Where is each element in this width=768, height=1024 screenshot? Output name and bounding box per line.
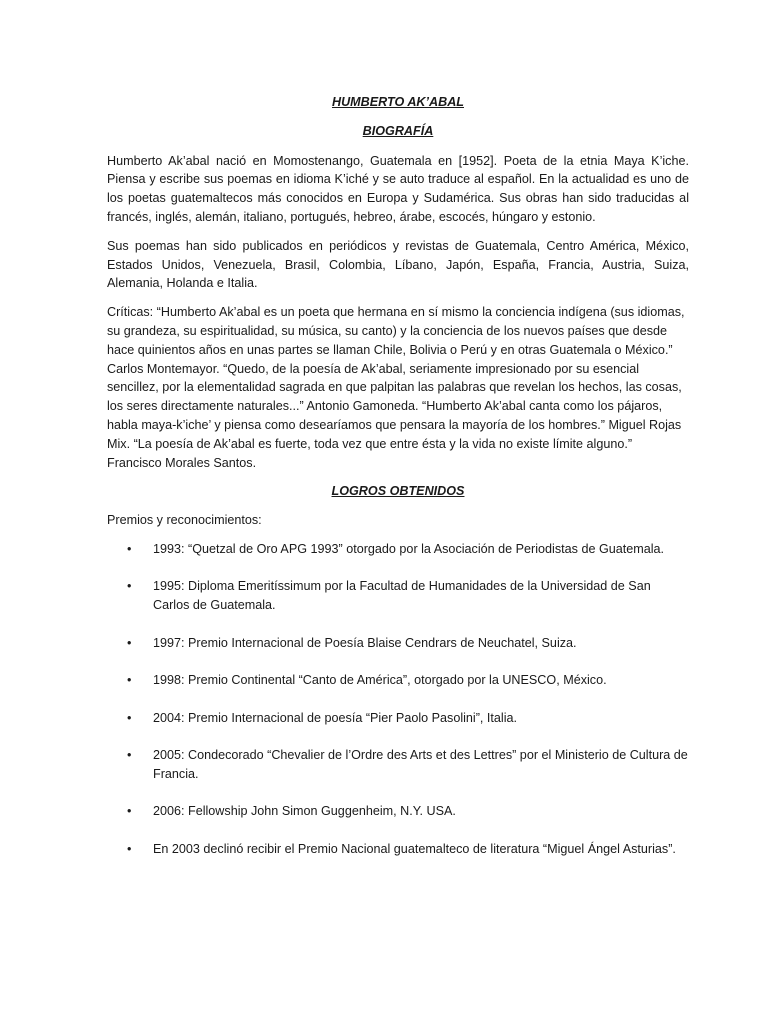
award-text: 1997: Premio Internacional de Poesía Blaise Cendrars de Neuchatel, Suiza. (153, 635, 577, 650)
award-text: 1995: Diploma Emeritíssimum por la Facultad de Humanidades de la Universidad de San Carlos de Guatemala. (153, 579, 651, 613)
bullet-icon: • (127, 804, 132, 819)
bullet-icon: • (127, 673, 132, 688)
bullet-icon: • (127, 635, 132, 650)
list-item (107, 577, 689, 615)
list-item (107, 540, 689, 559)
award-text: 1993: “Quetzal de Oro APG 1993” otorgado por la Asociación de Periodistas de Guatemala. (153, 541, 665, 556)
award-text: 1998: Premio Continental “Canto de América”, otorgado por la UNESCO, México. (153, 673, 607, 688)
award-text: 2006: Fellowship John Simon Guggenheim, N.Y. USA. (153, 804, 456, 819)
list-item (107, 634, 689, 653)
awards-list (107, 540, 689, 859)
bullet-icon: • (127, 541, 132, 556)
document-title: HUMBERTO AK’ABAL (331, 95, 464, 109)
award-text: 2004: Premio Internacional de poesía “Pier Paolo Pasolini”, Italia. (153, 710, 518, 725)
bullet-icon: • (127, 579, 132, 594)
list-item (107, 802, 689, 821)
awards-intro: Premios y reconocimientos: (107, 513, 262, 528)
publications-paragraph: Sus poemas han sido publicados en periódicos y revistas de Guatemala, Centro América, México, Estados Unidos, Venezuela, Brasil, Colombia, Líbano, Japón, España, Francia, Austria, Suiza, Alemania, Holanda e Italia. (107, 238, 689, 291)
bullet-icon: • (127, 710, 132, 725)
list-item (107, 709, 689, 728)
achievements-heading: LOGROS OBTENIDOS (331, 484, 465, 499)
award-text: 2005: Condecorado “Chevalier de l’Ordre des Arts et des Lettres” por el Ministerio de Cultura de Francia. (153, 748, 688, 781)
award-text: En 2003 declinó recibir el Premio Nacional guatemalteco de literatura “Miguel Ángel Asturias”. (153, 841, 676, 856)
bullet-icon: • (127, 841, 132, 856)
list-item (107, 671, 689, 690)
biography-heading: BIOGRAFÍA (362, 123, 434, 138)
bullet-icon: • (127, 748, 132, 763)
biography-paragraph: Humberto Ak’abal nació en Momostenango, Guatemala en [1952]. Poeta de la etnia Maya K’iche. Piensa y escribe sus poemas en idioma K’iché y se auto traduce al español. En la actualidad es uno de los poetas guatemaltecos más conocidos en Europa y Sudamérica. Sus obras han sido traducidas al francés, inglés, alemán, italiano, portugués, hebreo, árabe, escocés, húngaro y estonio. (107, 153, 689, 224)
list-item (107, 840, 689, 859)
list-item (107, 746, 689, 784)
document-body (107, 93, 689, 877)
criticism-paragraph: Críticas: “Humberto Ak’abal es un poeta que hermana en sí mismo la conciencia indígena (sus idiomas, su grandeza, su espiritualidad, su música, su canto) y la conciencia de los nuevos países que desde hace quinientos años en unas partes se llaman Chile, Bolivia o Perú y en otras Guatemala o México.” Carlos Montemayor. “Quedo, de la poesía de Ak’abal, seriamente impresionado por su esencial sencillez, por la elementalidad sagrada en que palpitan las palabras que revelan los hechos, las cosas, los seres directamente naturales...” Antonio Gamoneda. “Humberto Ak’abal canta como los pájaros, habla maya-k’iche’ y piensa como desearíamos que pensara la mayoría de los hombres.” Miguel Rojas Mix. “La poesía de Ak’abal es fuerte, toda vez que entre ésta y la vida no existe límite alguno.” Francisco Morales Santos. (107, 305, 685, 470)
